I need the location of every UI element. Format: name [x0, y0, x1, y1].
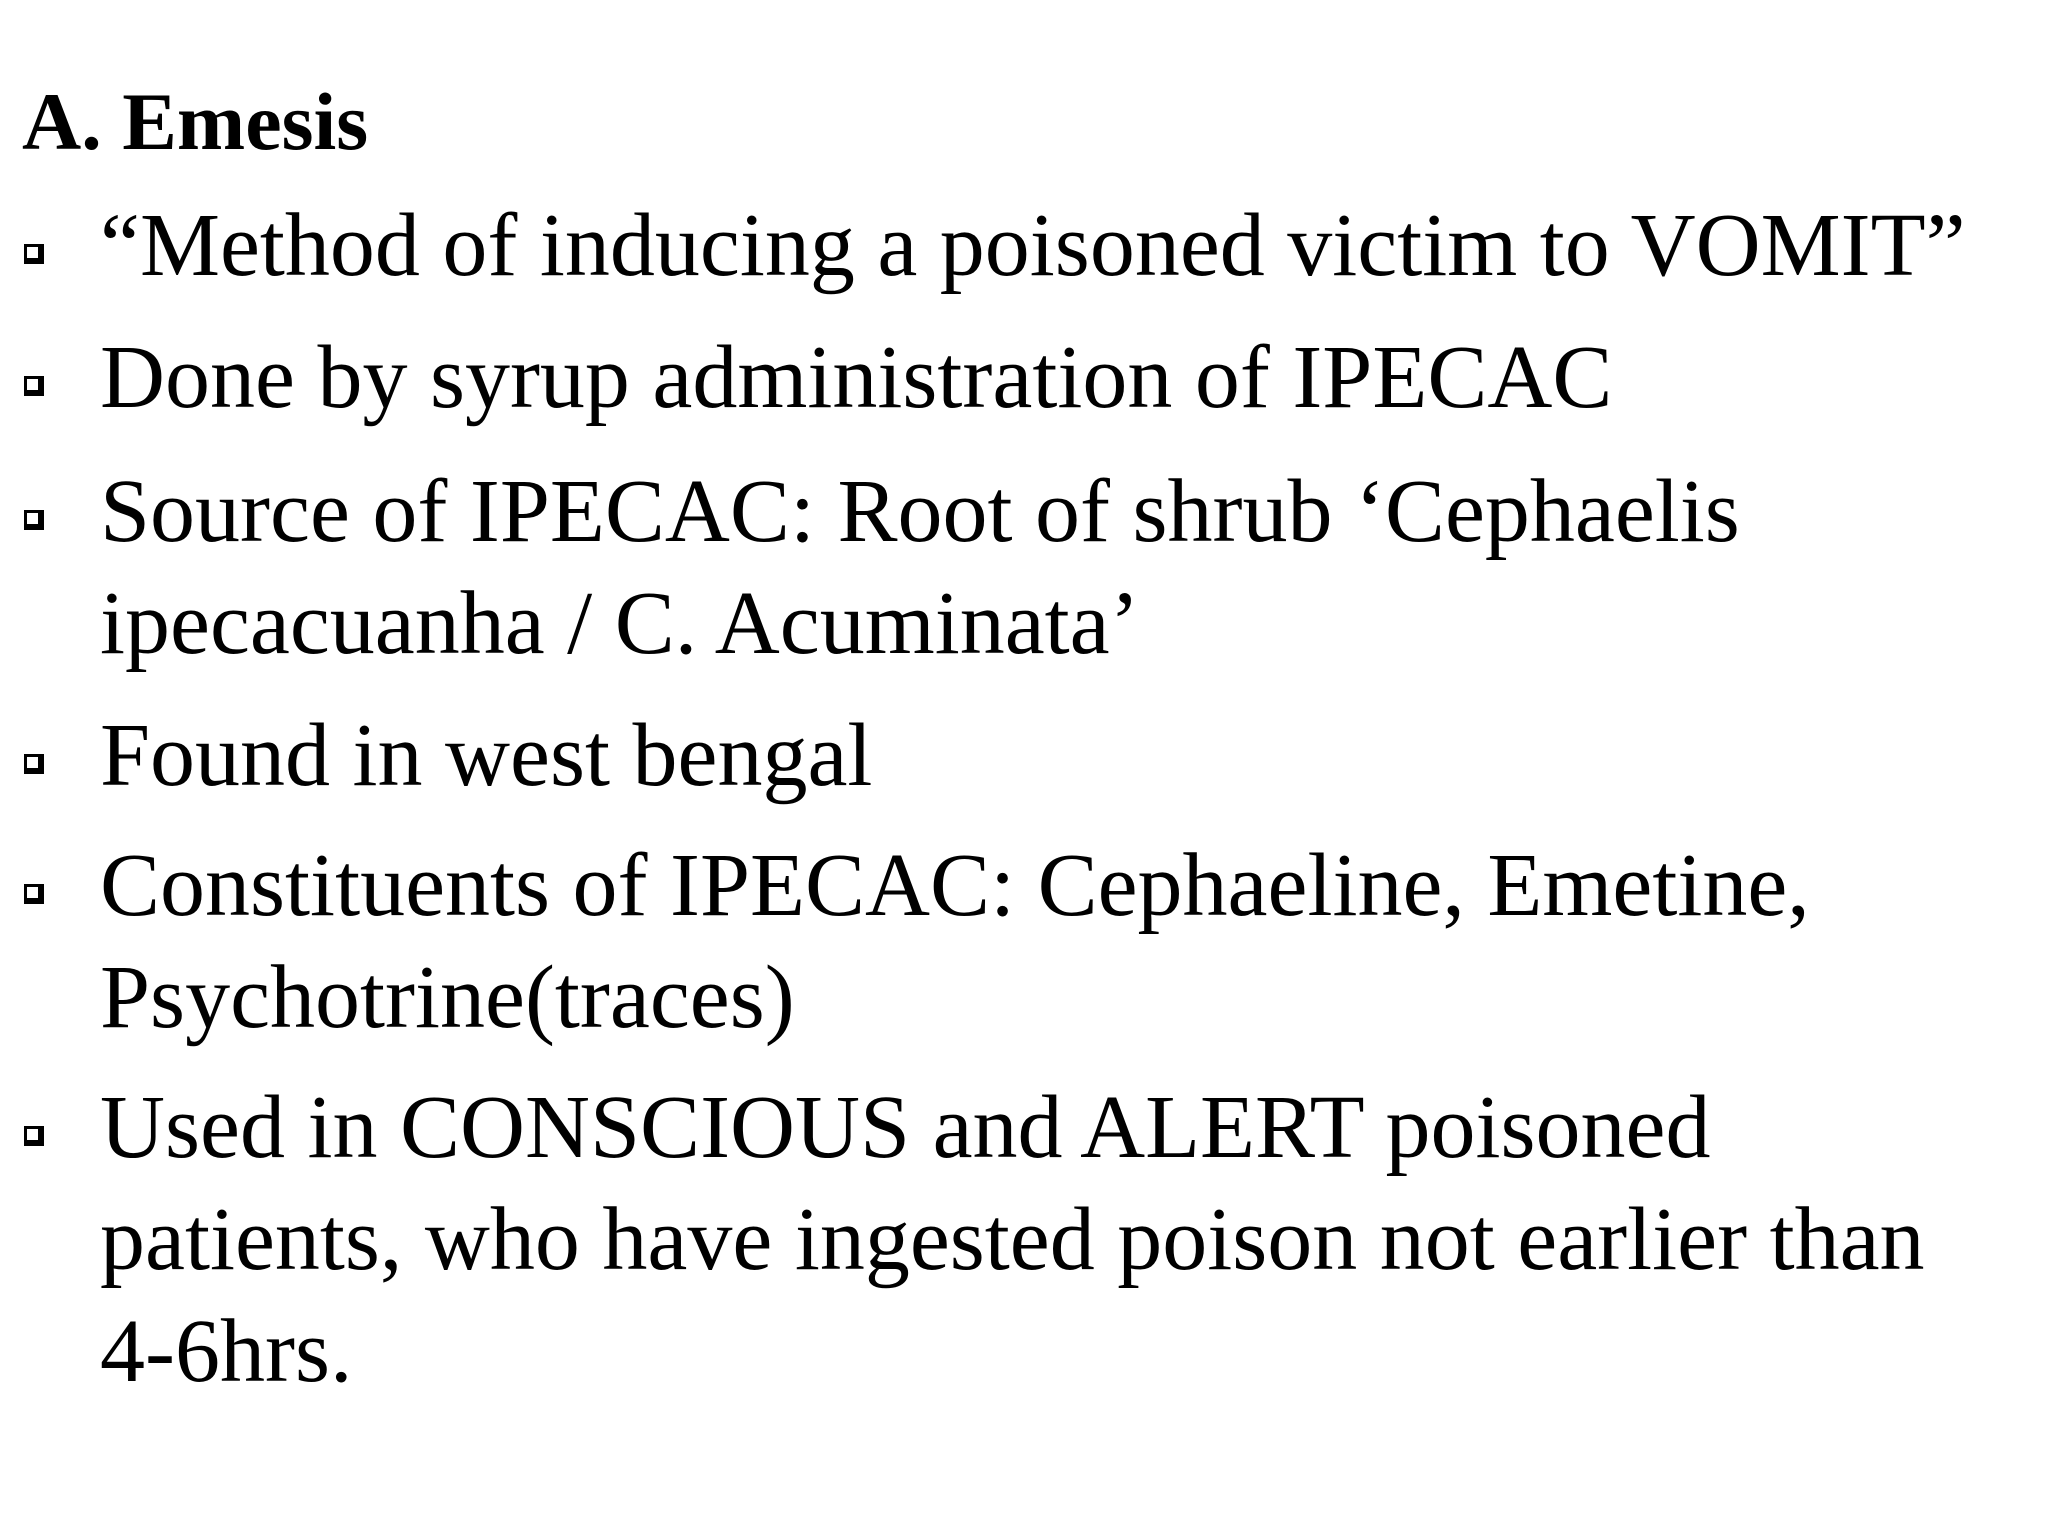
bullet-text-line: Done by syrup administration of IPECAC	[100, 328, 1613, 427]
bullet-text-line: Used in CONSCIOUS and ALERT poisoned	[100, 1078, 1711, 1177]
square-bullet-icon	[24, 754, 44, 774]
slide-title: A. Emesis	[22, 76, 369, 167]
square-bullet-icon	[24, 510, 44, 530]
bullet-text-line: Constituents of IPECAC: Cephaeline, Emetine,	[100, 836, 1810, 935]
bullet-text-line: ipecacuanha / C. Acuminata’	[100, 574, 1140, 673]
square-bullet-icon	[24, 244, 44, 264]
bullet-text-line: Psychotrine(traces)	[100, 948, 795, 1047]
square-bullet-icon	[24, 884, 44, 904]
bullet-text-line: “Method of inducing a poisoned victim to VOMIT”	[100, 196, 1966, 295]
bullet-text-line: Source of IPECAC: Root of shrub ‘Cephaelis	[100, 462, 1740, 561]
bullet-text-line: patients, who have ingested poison not earlier than	[100, 1190, 1925, 1289]
bullet-text-line: 4-6hrs.	[100, 1302, 353, 1401]
square-bullet-icon	[24, 376, 44, 396]
square-bullet-icon	[24, 1126, 44, 1146]
bullet-text-line: Found in west bengal	[100, 706, 873, 805]
